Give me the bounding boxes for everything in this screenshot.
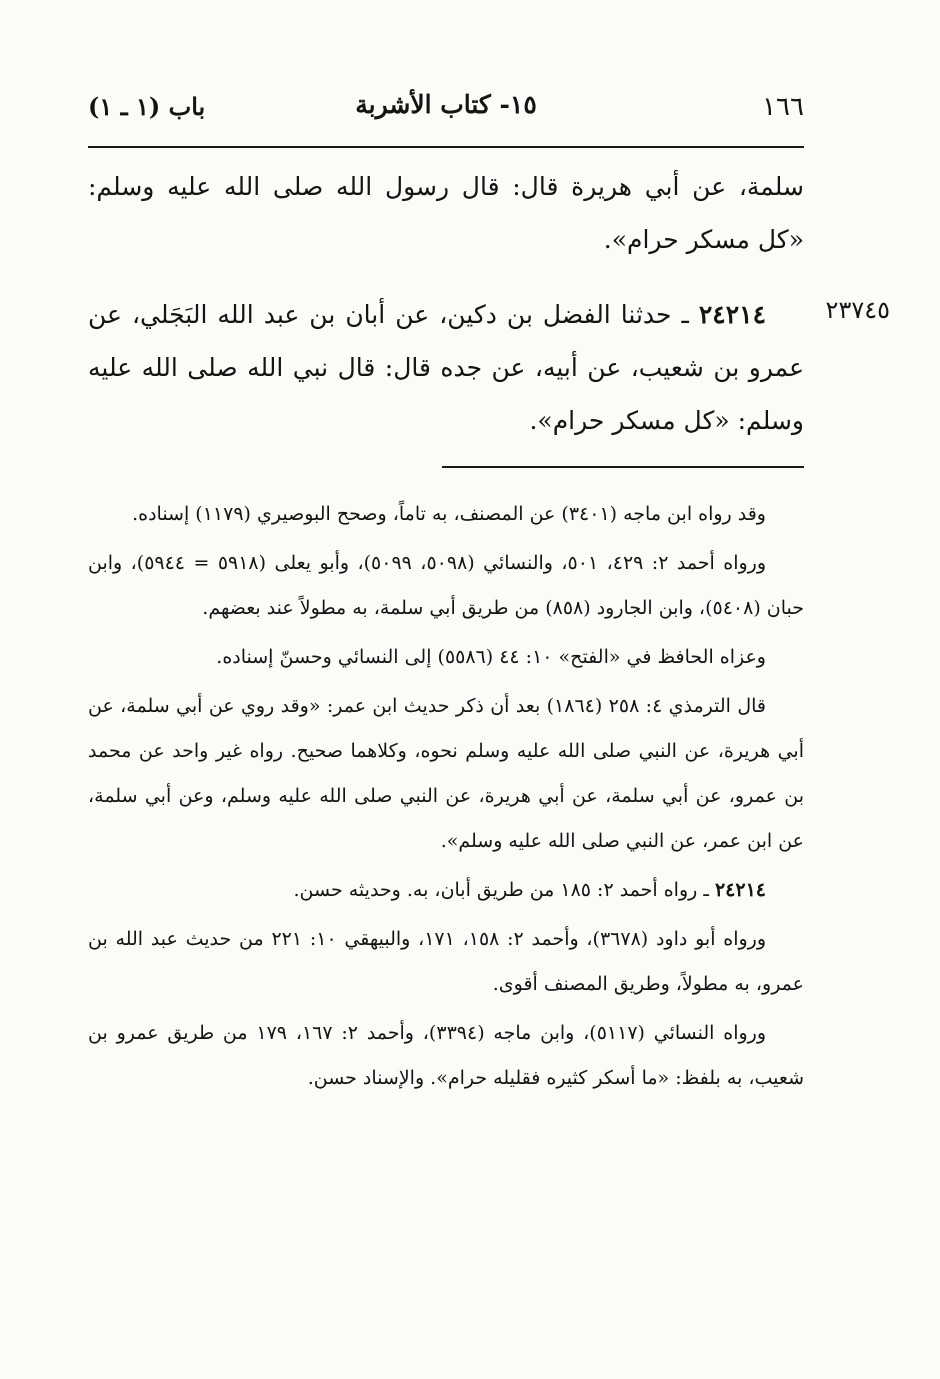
footnote-separator xyxy=(442,466,804,468)
footnote-5-text: ـ رواه أحمد ٢: ١٨٥ من طريق أبان، به. وحديثه حسن. xyxy=(293,879,715,901)
header-rule xyxy=(88,146,804,148)
footnote-4: قال الترمذي ٤: ٢٥٨ (١٨٦٤) بعد أن ذكر حديث ابن عمر: «وقد روي عن أبي سلمة، عن أبي هريرة، عن النبي صلى الله عليه وسلم نحوه، وكلاهما صحيح. رواه غير واحد عن محمد بن عمرو، عن أبي سلمة، عن أبي هريرة، عن النبي صلى الله عليه وسلم، وعن أبي سلمة، عن ابن عمر، عن النبي صلى الله عليه وسلم». xyxy=(88,695,804,852)
footnote-5 xyxy=(88,868,804,913)
main-paragraph-1: سلمة، عن أبي هريرة قال: قال رسول الله صلى الله عليه وسلم: «كل مسكر حرام». xyxy=(88,172,804,254)
main-paragraph-2 xyxy=(88,288,804,447)
book-title: ١٥- كتاب الأشربة xyxy=(355,90,537,119)
hadith-block xyxy=(88,288,804,447)
footnotes-block xyxy=(88,492,804,1101)
footnote-1: وقد رواه ابن ماجه (٣٤٠١) عن المصنف، به تاماً، وصحح البوصيري (١١٧٩) إسناده. xyxy=(132,503,766,525)
hadith-text: ـ حدثنا الفضل بن دكين، عن أبان بن عبد الله البَجَلي، عن عمرو بن شعيب، عن أبيه، عن جده قال: قال نبي الله صلى الله عليه وسلم: «كل مسكر حرام». xyxy=(88,300,804,435)
footnote-3: وعزاه الحافظ في «الفتح» ١٠: ٤٤ (٥٥٨٦) إلى النسائي وحسنّ إسناده. xyxy=(216,646,766,668)
chapter-label: باب (١ ـ ١) xyxy=(88,92,206,121)
footnote-2: ورواه أحمد ٢: ٤٢٩، ٥٠١، والنسائي (٥٠٩٨، ٥٠٩٩)، وأبو يعلى (٥٩١٨ = ٥٩٤٤)، وابن حبان (٥٤٠٨)، وابن الجارود (٨٥٨) من طريق أبي سلمة، به مطولاً عند بعضهم. xyxy=(88,552,804,619)
footnote-6: ورواه أبو داود (٣٦٧٨)، وأحمد ٢: ١٥٨، ١٧١، والبيهقي ١٠: ٢٢١ من حديث عبد الله بن عمرو، به مطولاً، وطريق المصنف أقوى. xyxy=(88,928,804,995)
footnote-7: ورواه النسائي (٥١١٧)، وابن ماجه (٣٣٩٤)، وأحمد ٢: ١٦٧، ١٧٩ من طريق عمرو بن شعيب، به بلفظ: «ما أسكر كثيره فقليله حرام». والإسناد حسن. xyxy=(88,1022,804,1089)
footnote-hadith-number: ٢٤٢١٤ xyxy=(714,879,766,901)
margin-number: ٢٣٧٤٥ xyxy=(825,296,890,324)
page-number: ١٦٦ xyxy=(762,92,804,122)
page-header xyxy=(88,84,804,134)
hadith-number: ٢٤٢١٤ xyxy=(698,300,766,329)
main-text-block xyxy=(88,160,804,266)
